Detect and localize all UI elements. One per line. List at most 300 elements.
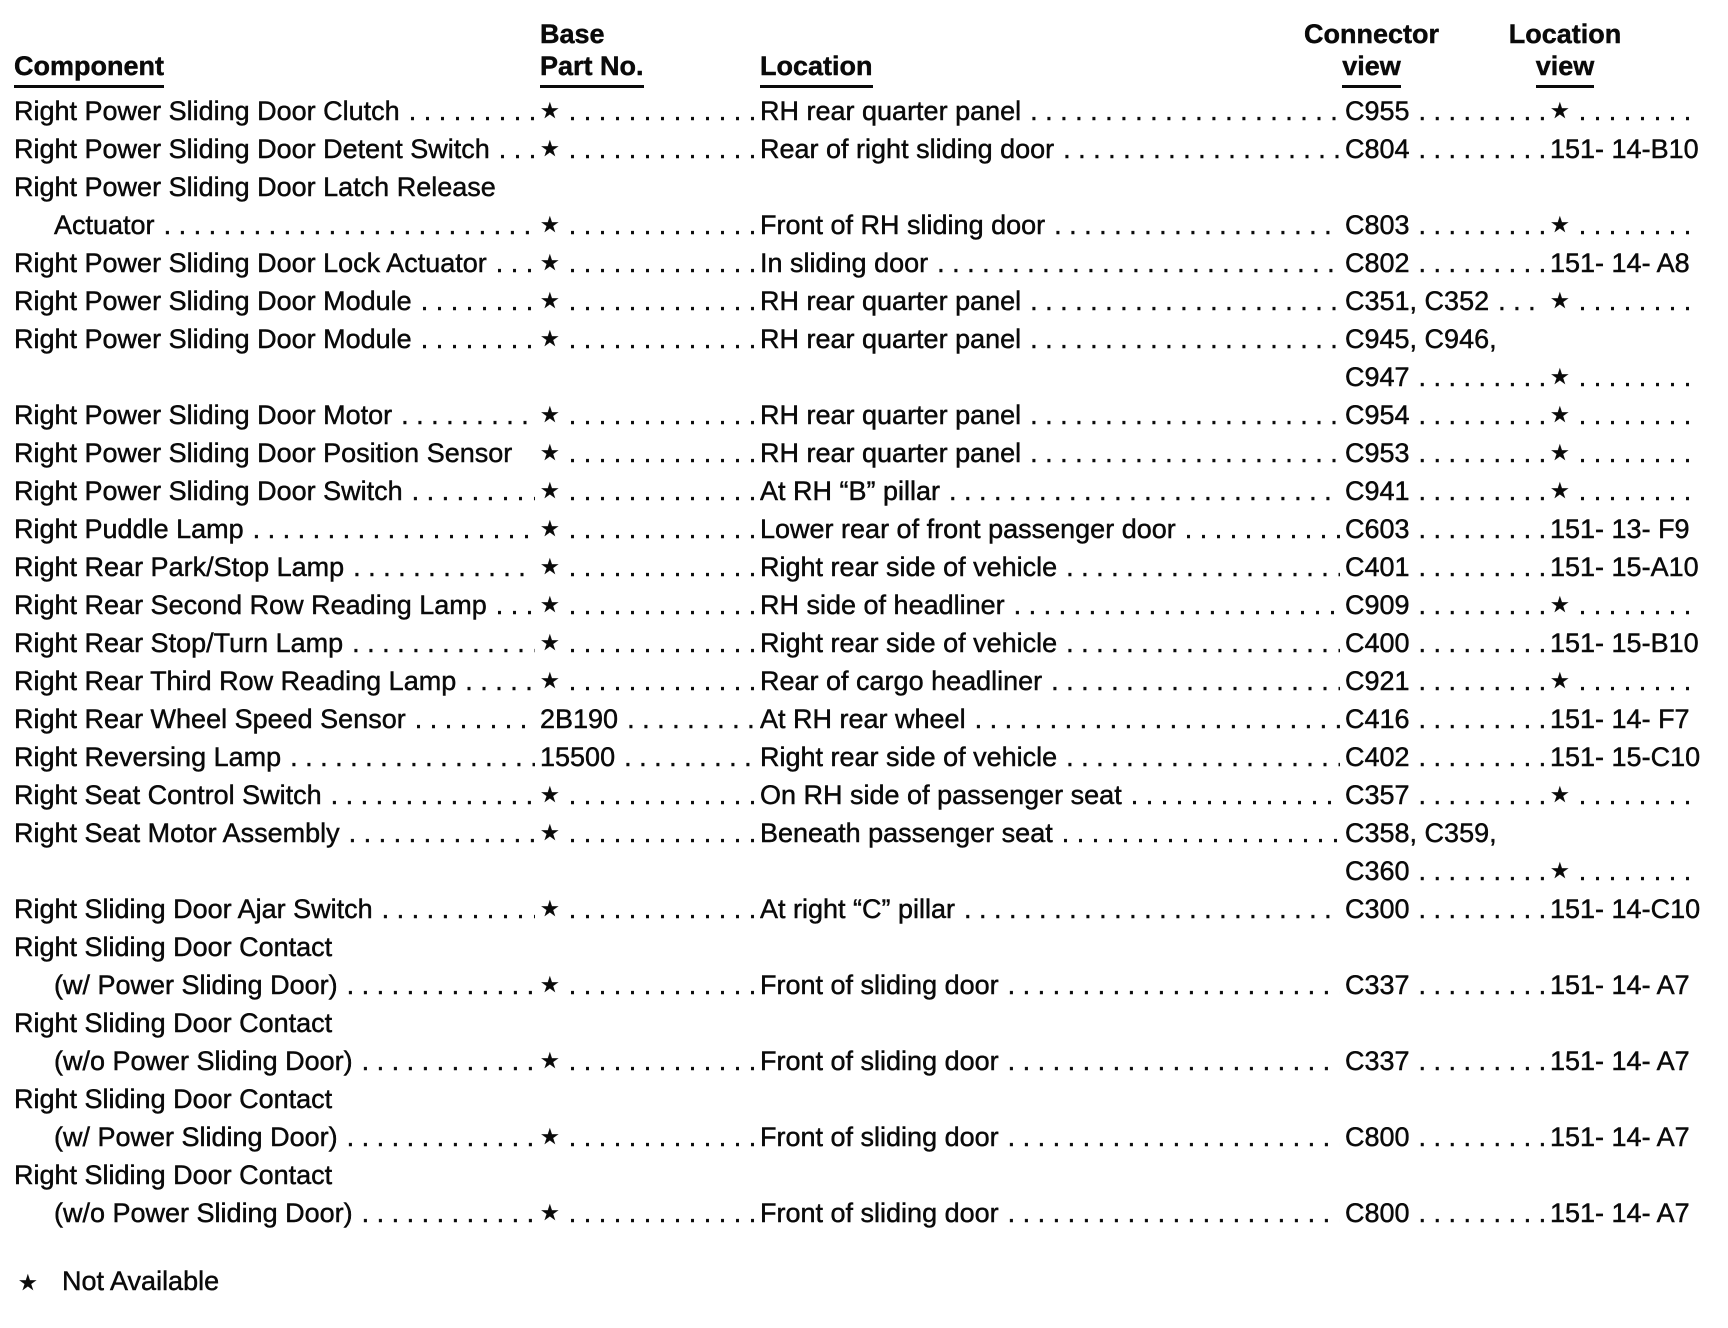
connector-view-cell — [1345, 168, 1550, 206]
dot-leader — [1410, 966, 1545, 1004]
base-part-cell — [540, 1156, 760, 1194]
dot-leader — [1410, 852, 1545, 890]
location-cell: In sliding door . . . — [760, 244, 1345, 282]
component-table — [0, 92, 1728, 1232]
connector-view-cell: C603 . . . — [1345, 510, 1550, 548]
dot-leader — [560, 890, 755, 928]
dot-leader — [560, 776, 755, 814]
table-row — [0, 624, 1728, 662]
dot-leader — [560, 206, 755, 244]
dot-leader — [1550, 1156, 1695, 1194]
component-cell: Right Power Sliding Door Position Sensor — [14, 434, 540, 472]
dot-leader — [1410, 434, 1545, 472]
table-row — [0, 548, 1728, 586]
table-header — [0, 10, 1728, 88]
table-row — [0, 396, 1728, 434]
base-part-cell — [540, 1080, 760, 1118]
location-view-cell: 151- 14- A7 — [1550, 966, 1700, 1004]
dot-leader — [560, 130, 755, 168]
location-view-cell — [1550, 814, 1700, 852]
dot-leader — [1045, 206, 1340, 244]
component-cell: Right Power Sliding Door Switch . . . — [14, 472, 540, 510]
component-cell: Right Power Sliding Door Clutch . . . — [14, 92, 540, 130]
location-cell: Rear of cargo headliner . . . — [760, 662, 1345, 700]
footnote-text: Not Available — [62, 1266, 220, 1296]
dot-leader — [540, 358, 755, 396]
location-cell — [760, 1080, 1345, 1118]
component-cell — [14, 852, 540, 890]
dot-leader — [344, 548, 535, 586]
dot-leader — [1550, 1080, 1695, 1118]
connector-view-cell — [1345, 1004, 1550, 1042]
location-cell: At right “C” pillar . . . — [760, 890, 1345, 928]
component-cell: Right Rear Second Row Reading Lamp . . . — [14, 586, 540, 624]
dot-leader — [343, 624, 535, 662]
dot-leader — [1053, 814, 1340, 852]
table-row — [0, 966, 1728, 1004]
dot-leader — [560, 472, 755, 510]
dot-leader — [1570, 206, 1695, 244]
dot-leader — [1550, 168, 1695, 206]
dot-leader — [540, 928, 755, 966]
dot-leader — [1690, 966, 1699, 1004]
table-row — [0, 814, 1728, 852]
table-row — [0, 1004, 1728, 1042]
dot-leader — [1021, 92, 1340, 130]
table-row — [0, 358, 1728, 396]
header-base-part-col — [540, 18, 760, 88]
table-row — [0, 776, 1728, 814]
dot-leader — [540, 852, 755, 890]
location-cell — [760, 358, 1345, 396]
dot-leader — [1570, 358, 1695, 396]
connector-view-cell: C954 . . . — [1345, 396, 1550, 434]
location-cell: RH side of headliner . . . — [760, 586, 1345, 624]
dot-leader — [1690, 244, 1699, 282]
table-row — [0, 1118, 1728, 1156]
dot-leader — [1410, 472, 1545, 510]
dot-leader — [403, 472, 535, 510]
base-part-cell: ★ . . . — [540, 472, 760, 510]
header-connector-view-label: view — [1342, 50, 1401, 88]
dot-leader — [1410, 662, 1545, 700]
dot-leader — [928, 244, 1340, 282]
dot-leader — [560, 966, 755, 1004]
dot-leader — [560, 434, 755, 472]
dot-leader — [496, 168, 535, 206]
location-view-cell — [1550, 168, 1700, 206]
location-view-cell — [1550, 320, 1700, 358]
connector-view-cell: C360 . . . — [1345, 852, 1550, 890]
header-location-label: Location — [760, 50, 873, 88]
dot-leader — [487, 586, 535, 624]
location-view-cell: ★ . . . — [1550, 206, 1700, 244]
base-part-cell: ★ . . . — [540, 586, 760, 624]
dot-leader — [1345, 928, 1545, 966]
table-row — [0, 928, 1728, 966]
component-cell: (w/o Power Sliding Door) . . . — [14, 1194, 540, 1232]
dot-leader — [373, 890, 535, 928]
dot-leader — [966, 700, 1340, 738]
table-row — [0, 130, 1728, 168]
component-cell: Right Puddle Lamp . . . — [14, 510, 540, 548]
dot-leader — [560, 320, 755, 358]
base-part-cell: ★ . . . — [540, 206, 760, 244]
dot-leader — [487, 244, 535, 282]
base-part-cell: ★ . . . — [540, 814, 760, 852]
dot-leader — [1410, 776, 1545, 814]
component-cell: Right Seat Control Switch . . . — [14, 776, 540, 814]
dot-leader — [1570, 472, 1695, 510]
connector-view-cell: C402 . . . — [1345, 738, 1550, 776]
location-cell: At RH “B” pillar . . . — [760, 472, 1345, 510]
base-part-cell: ★ . . . — [540, 1194, 760, 1232]
dot-leader — [1690, 510, 1699, 548]
location-view-cell: 151- 14- A8 — [1550, 244, 1700, 282]
dot-leader — [1345, 168, 1545, 206]
base-part-cell: ★ . . . — [540, 776, 760, 814]
connector-view-cell: C921 . . . — [1345, 662, 1550, 700]
location-view-cell: 151- 15-C10 — [1550, 742, 1700, 772]
component-cell: Right Sliding Door Ajar Switch . . . — [14, 890, 540, 928]
connector-view-cell: C909 . . . — [1345, 586, 1550, 624]
location-view-cell: 151- 14- A7 — [1550, 1194, 1700, 1232]
dot-leader — [540, 1004, 755, 1042]
dot-leader — [1570, 662, 1695, 700]
location-view-cell: ★ . . . — [1550, 434, 1700, 472]
dot-leader — [332, 1156, 535, 1194]
location-cell: RH rear quarter panel . . . — [760, 320, 1345, 358]
location-view-cell: 151- 15-A10 — [1550, 548, 1700, 586]
component-cell: Right Power Sliding Door Detent Switch . . . — [14, 130, 540, 168]
dot-leader — [560, 662, 755, 700]
dot-leader — [999, 1194, 1340, 1232]
table-row — [0, 852, 1728, 890]
header-locview-view-label: view — [1536, 50, 1595, 88]
location-cell: Right rear side of vehicle . . . — [760, 624, 1345, 662]
component-cell: Right Sliding Door Contact — [14, 1004, 540, 1042]
dot-leader — [1699, 130, 1700, 168]
component-cell: Right Power Sliding Door Motor . . . — [14, 396, 540, 434]
base-part-cell: ★ . . . — [540, 1042, 760, 1080]
header-component-label: Component — [14, 50, 164, 88]
base-part-cell: ★ . . . — [540, 662, 760, 700]
location-cell — [760, 168, 1345, 206]
table-row — [0, 244, 1728, 282]
component-cell: Right Rear Wheel Speed Sensor . . . — [14, 700, 540, 738]
dot-leader — [512, 434, 535, 472]
table-row — [0, 1042, 1728, 1080]
base-part-cell: ★ . . . — [540, 130, 760, 168]
dot-leader — [1345, 1156, 1545, 1194]
connector-view-cell: C351, C352 . . . — [1345, 282, 1550, 320]
table-row — [0, 92, 1728, 130]
dot-leader — [340, 814, 535, 852]
dot-leader — [1410, 586, 1545, 624]
location-cell: Front of sliding door . . . — [760, 1042, 1345, 1080]
component-cell: Right Power Sliding Door Module . . . — [14, 320, 540, 358]
table-row — [0, 1194, 1728, 1232]
dot-leader — [406, 700, 535, 738]
location-cell: Beneath passenger seat . . . — [760, 814, 1345, 852]
location-view-cell: 151- 15-B10 — [1550, 624, 1700, 662]
dot-leader — [760, 168, 1340, 206]
dot-leader — [1410, 700, 1545, 738]
base-part-cell: ★ . . . — [540, 244, 760, 282]
dot-leader — [412, 282, 535, 320]
table-row — [0, 282, 1728, 320]
dot-leader — [1021, 320, 1340, 358]
location-view-cell: ★ . . . — [1550, 776, 1700, 814]
dot-leader — [955, 890, 1340, 928]
dot-leader — [1410, 738, 1545, 776]
table-row — [0, 472, 1728, 510]
location-cell: Right rear side of vehicle . . . — [760, 738, 1345, 776]
location-view-cell: 151- 14-C10 — [1550, 894, 1700, 924]
base-part-cell: ★ . . . — [540, 320, 760, 358]
dot-leader — [456, 662, 535, 700]
dot-leader — [338, 966, 535, 1004]
base-part-cell — [540, 928, 760, 966]
dot-leader — [1410, 1194, 1545, 1232]
dot-leader — [1410, 1118, 1545, 1156]
location-view-cell — [1550, 928, 1700, 966]
location-cell: At RH rear wheel . . . — [760, 700, 1345, 738]
component-cell: Right Power Sliding Door Latch Release — [14, 168, 540, 206]
dot-leader — [1057, 624, 1340, 662]
location-view-cell: ★ . . . — [1550, 396, 1700, 434]
location-cell — [760, 1156, 1345, 1194]
dot-leader — [1021, 434, 1340, 472]
dot-leader — [1550, 1004, 1695, 1042]
connector-view-cell: C337 . . . — [1345, 966, 1550, 1004]
dot-leader — [14, 358, 535, 396]
dot-leader — [760, 1156, 1340, 1194]
component-cell: Right Reversing Lamp . . . — [14, 738, 540, 776]
dot-leader — [560, 548, 755, 586]
dot-leader — [1489, 282, 1545, 320]
dot-leader — [999, 1042, 1340, 1080]
dot-leader — [1410, 1042, 1545, 1080]
connector-view-cell: C357 . . . — [1345, 776, 1550, 814]
dot-leader — [560, 282, 755, 320]
dot-leader — [560, 1118, 755, 1156]
table-row — [0, 1080, 1728, 1118]
location-view-cell — [1550, 1004, 1700, 1042]
dot-leader — [560, 1042, 755, 1080]
dot-leader — [332, 1080, 535, 1118]
dot-leader — [1497, 320, 1545, 358]
dot-leader — [1410, 396, 1545, 434]
dot-leader — [999, 966, 1340, 1004]
location-view-cell — [1550, 1080, 1700, 1118]
component-cell: Right Power Sliding Door Module . . . — [14, 282, 540, 320]
header-component-col — [14, 50, 540, 88]
connector-view-cell: C804 . . . — [1345, 130, 1550, 168]
component-cell: Actuator . . . — [14, 206, 540, 244]
location-view-cell: ★ . . . — [1550, 472, 1700, 510]
dot-leader — [332, 1004, 535, 1042]
base-part-cell: ★ . . . — [540, 282, 760, 320]
connector-view-cell: C358, C359, — [1345, 814, 1550, 852]
table-row — [0, 890, 1728, 928]
dot-leader — [1570, 852, 1695, 890]
dot-leader — [540, 1156, 755, 1194]
base-part-cell: ★ . . . — [540, 966, 760, 1004]
dot-leader — [1699, 548, 1700, 586]
table-row — [0, 1156, 1728, 1194]
dot-leader — [1042, 662, 1340, 700]
header-connector-view-col — [1269, 18, 1474, 88]
dot-leader — [1690, 1118, 1699, 1156]
dot-leader — [490, 130, 535, 168]
connector-view-cell: C945, C946, — [1345, 320, 1550, 358]
base-part-cell: ★ . . . — [540, 624, 760, 662]
component-cell: Right Sliding Door Contact — [14, 1156, 540, 1194]
dot-leader — [1570, 92, 1695, 130]
dot-leader — [1570, 586, 1695, 624]
base-part-cell: ★ . . . — [540, 890, 760, 928]
dot-leader — [1410, 244, 1545, 282]
component-cell: Right Seat Motor Assembly . . . — [14, 814, 540, 852]
location-cell: Front of sliding door . . . — [760, 966, 1345, 1004]
location-cell — [760, 928, 1345, 966]
dot-leader — [1550, 320, 1695, 358]
dot-leader — [322, 776, 535, 814]
dot-leader — [1345, 1080, 1545, 1118]
connector-view-cell: C337 . . . — [1345, 1042, 1550, 1080]
table-row — [0, 320, 1728, 358]
location-view-cell: 151- 14- A7 — [1550, 1118, 1700, 1156]
component-cell: Right Power Sliding Door Lock Actuator . . . — [14, 244, 540, 282]
table-row — [0, 586, 1728, 624]
dot-leader — [1345, 1004, 1545, 1042]
base-part-cell — [540, 1004, 760, 1042]
header-connector-label: Connector — [1304, 19, 1439, 49]
header-base-label: Base — [540, 19, 605, 49]
dot-leader — [1410, 130, 1545, 168]
dot-leader — [1176, 510, 1340, 548]
dot-leader — [760, 928, 1340, 966]
dot-leader — [560, 396, 755, 434]
dot-leader — [412, 320, 535, 358]
dot-leader — [1570, 776, 1695, 814]
dot-leader — [1690, 1194, 1699, 1232]
dot-leader — [1410, 206, 1545, 244]
connector-view-cell: C953 . . . — [1345, 434, 1550, 472]
base-part-cell: ★ . . . — [540, 434, 760, 472]
dot-leader — [1699, 624, 1700, 662]
dot-leader — [1021, 282, 1340, 320]
base-part-cell: 2B190 . . . — [540, 700, 760, 738]
dot-leader — [1690, 1042, 1699, 1080]
dot-leader — [1054, 130, 1340, 168]
dot-leader — [392, 396, 535, 434]
location-cell: RH rear quarter panel . . . — [760, 282, 1345, 320]
dot-leader — [760, 1080, 1340, 1118]
base-part-cell — [540, 168, 760, 206]
dot-leader — [560, 1194, 755, 1232]
location-view-cell: ★ . . . — [1550, 282, 1700, 320]
dot-leader — [1410, 92, 1545, 130]
dot-leader — [540, 1080, 755, 1118]
dot-leader — [281, 738, 535, 776]
table-row — [0, 662, 1728, 700]
dot-leader — [760, 852, 1340, 890]
dot-leader — [155, 206, 535, 244]
connector-view-cell: C947 . . . — [1345, 358, 1550, 396]
location-view-cell: ★ . . . — [1550, 852, 1700, 890]
location-cell: Lower rear of front passenger door . . . — [760, 510, 1345, 548]
dot-leader — [1410, 510, 1545, 548]
dot-leader — [618, 700, 755, 738]
base-part-cell — [540, 358, 760, 396]
dot-leader — [1057, 548, 1340, 586]
table-row — [0, 206, 1728, 244]
component-cell: (w/ Power Sliding Door) . . . — [14, 1118, 540, 1156]
location-cell: RH rear quarter panel . . . — [760, 92, 1345, 130]
dot-leader — [560, 624, 755, 662]
location-view-cell: 151- 13- F9 — [1550, 510, 1700, 548]
dot-leader — [1410, 358, 1545, 396]
location-view-cell: 151- 14- F7 — [1550, 700, 1700, 738]
location-view-cell: ★ . . . — [1550, 92, 1700, 130]
location-view-cell — [1550, 1156, 1700, 1194]
dot-leader — [244, 510, 535, 548]
table-row — [0, 168, 1728, 206]
location-cell: Front of sliding door . . . — [760, 1194, 1345, 1232]
location-view-cell: 151- 14-B10 — [1550, 130, 1700, 168]
dot-leader — [540, 168, 755, 206]
dot-leader — [1410, 624, 1545, 662]
dot-leader — [353, 1042, 535, 1080]
table-row — [0, 700, 1728, 738]
dot-leader — [1497, 814, 1545, 852]
dot-leader — [353, 1194, 535, 1232]
location-cell — [760, 852, 1345, 890]
base-part-cell: ★ . . . — [540, 1118, 760, 1156]
location-cell: Front of sliding door . . . — [760, 1118, 1345, 1156]
connector-view-cell: C401 . . . — [1345, 548, 1550, 586]
component-cell — [14, 358, 540, 396]
table-row — [0, 434, 1728, 472]
location-cell: Front of RH sliding door . . . — [760, 206, 1345, 244]
table-row — [0, 738, 1728, 776]
location-view-cell: ★ . . . — [1550, 358, 1700, 396]
dot-leader — [560, 586, 755, 624]
dot-leader — [560, 814, 755, 852]
base-part-cell: ★ . . . — [540, 396, 760, 434]
header-location-view-col — [1490, 18, 1640, 88]
base-part-cell: 15500 . . . — [540, 738, 760, 776]
dot-leader — [1021, 396, 1340, 434]
connector-view-cell: C802 . . . — [1345, 244, 1550, 282]
component-cell: Right Sliding Door Contact — [14, 1080, 540, 1118]
location-cell: RH rear quarter panel . . . — [760, 396, 1345, 434]
dot-leader — [400, 92, 535, 130]
component-cell: Right Rear Third Row Reading Lamp . . . — [14, 662, 540, 700]
dot-leader — [560, 510, 755, 548]
dot-leader — [940, 472, 1340, 510]
connector-view-cell: C416 . . . — [1345, 700, 1550, 738]
connector-view-cell: C400 . . . — [1345, 624, 1550, 662]
dot-leader — [1005, 586, 1340, 624]
header-part-no-label: Part No. — [540, 50, 644, 88]
location-cell — [760, 1004, 1345, 1042]
connector-view-cell — [1345, 928, 1550, 966]
dot-leader — [560, 92, 755, 130]
dot-leader — [1570, 434, 1695, 472]
